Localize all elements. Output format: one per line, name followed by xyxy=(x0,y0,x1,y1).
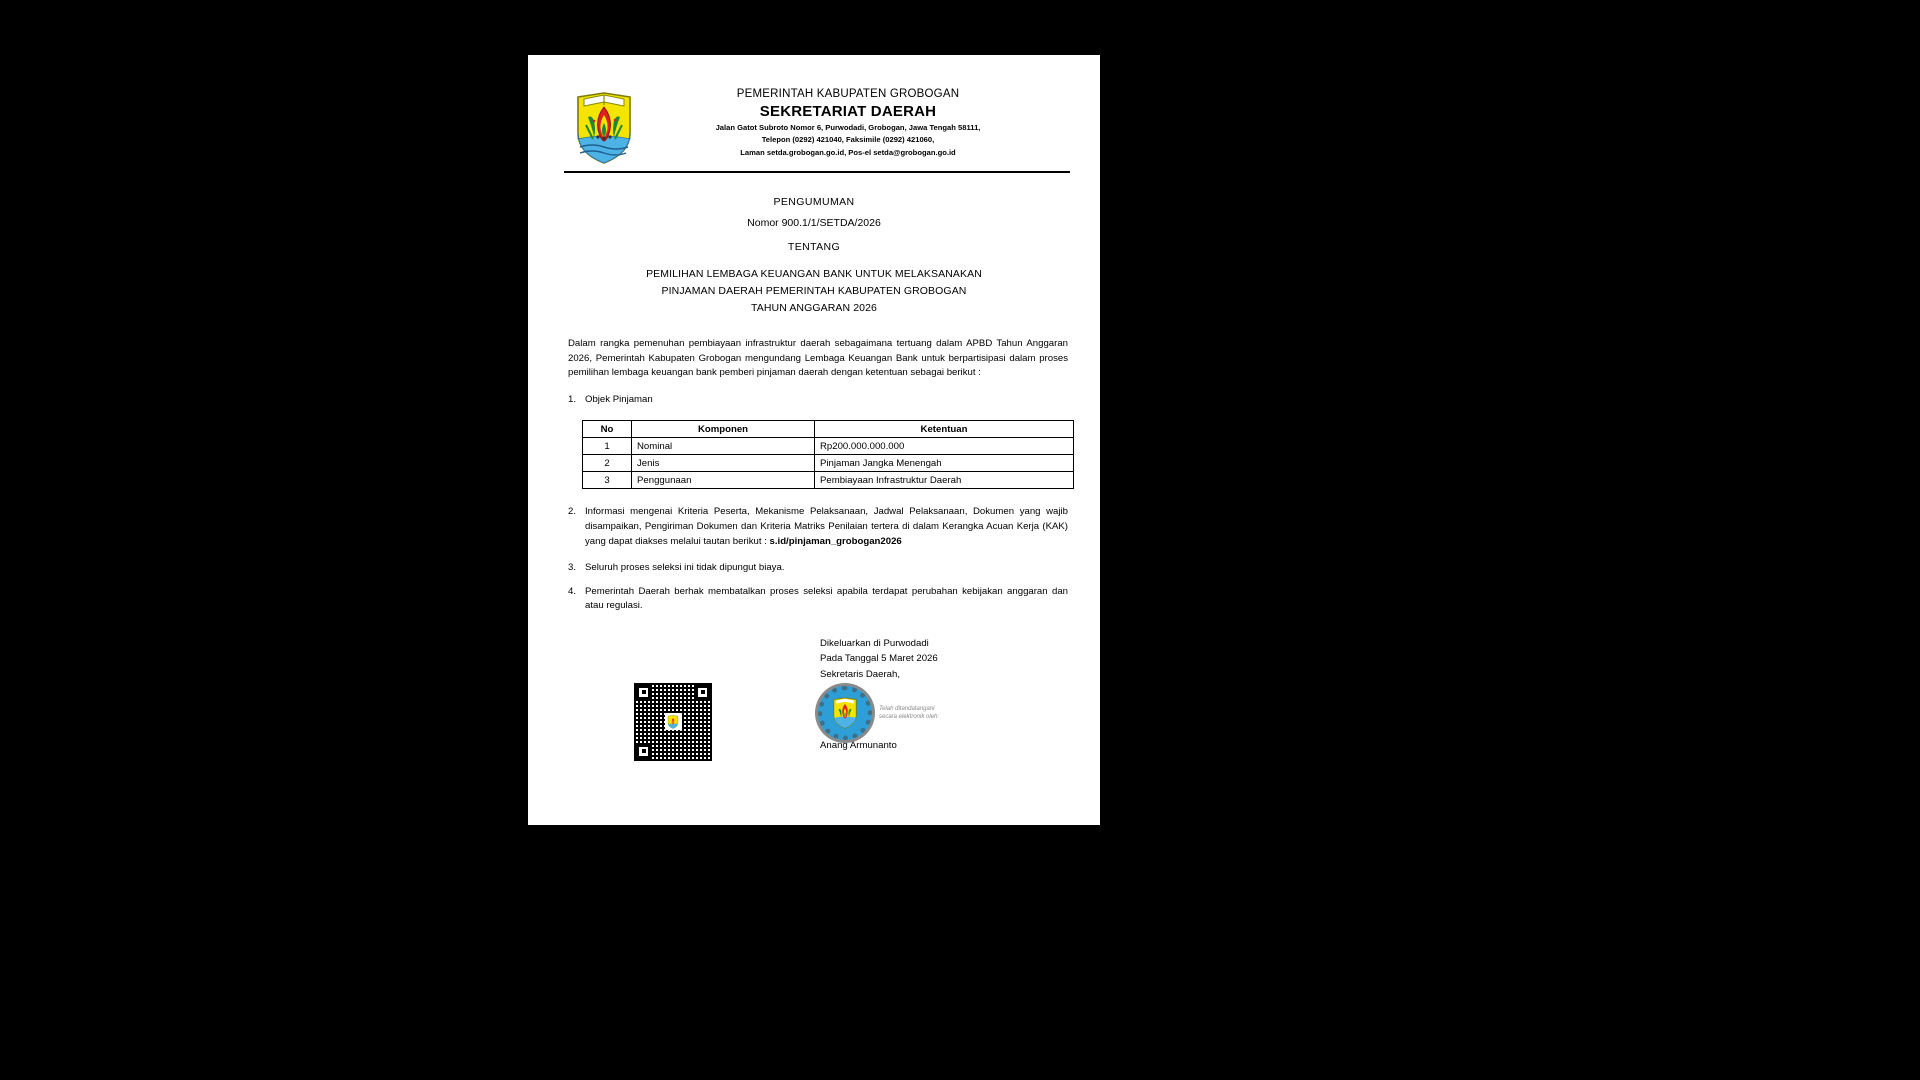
subject-line-1: PEMILIHAN LEMBAGA KEUANGAN BANK UNTUK MELAKSANAKAN xyxy=(646,268,982,280)
letterhead xyxy=(528,55,1100,165)
qr-finder-bottom-left xyxy=(636,744,651,759)
address-line-2: Telepon (0292) 421040, Faksimile (0292) 421060, xyxy=(761,135,935,145)
column-header-no: No xyxy=(583,421,632,438)
subject-line-2: PINJAMAN DAERAH PEMERINTAH KABUPATEN GROBOGAN xyxy=(661,285,967,297)
grobogan-regency-crest-icon xyxy=(574,91,634,165)
subject-line-3: TAHUN ANGGARAN 2026 xyxy=(751,302,877,314)
clause-text-2: Informasi mengenai Kriteria Peserta, Mekanisme Pelaksanaan, Jadwal Pelaksanaan, Dokumen yang wajib disampaikan, Pengiriman Dokumen dan Kriteria Matriks Penilaian tertera di dalam Kerangka Acuan Kerja (KAK) yang dapat diakses melalui tautan berikut : xyxy=(585,506,1068,547)
clause-item-3 xyxy=(568,561,1068,576)
cell-ketentuan: Pembiayaan Infrastruktur Daerah xyxy=(815,472,1074,489)
esign-note-line-1: Telah ditandatangani xyxy=(879,705,935,712)
clause-item-4 xyxy=(568,585,1068,614)
clause-number-4: 4. xyxy=(568,585,577,597)
crest-container xyxy=(568,87,640,165)
electronic-signature-note xyxy=(879,705,967,721)
cell-no: 3 xyxy=(583,472,632,489)
document-subject xyxy=(528,266,1100,317)
letterhead-text xyxy=(640,87,1070,158)
cell-komponen: Nominal xyxy=(632,438,815,455)
qr-center-crest-icon xyxy=(665,713,682,730)
issue-place: Dikeluarkan di Purwodadi xyxy=(820,637,929,649)
table-header-row xyxy=(583,421,1074,438)
tentang-label: TENTANG xyxy=(787,241,841,253)
clause-text-4: Pemerintah Daerah berhak membatalkan proses seleksi apabila terdapat perubahan kebijakan anggaran dan atau regulasi. xyxy=(585,585,1068,612)
document-page xyxy=(528,55,1100,825)
column-header-ketentuan: Ketentuan xyxy=(815,421,1074,438)
header-divider xyxy=(564,171,1070,173)
seal-ring xyxy=(818,686,872,740)
title-block xyxy=(528,195,1100,317)
qr-finder-top-left xyxy=(636,685,651,700)
cell-no: 2 xyxy=(583,455,632,472)
document-number: Nomor 900.1/1/SETDA/2026 xyxy=(747,217,881,229)
objek-pinjaman-table xyxy=(582,420,1074,489)
cell-ketentuan: Rp200.000.000.000 xyxy=(815,438,1074,455)
signer-role: Sekretaris Daerah, xyxy=(820,668,900,680)
kak-link[interactable]: s.id/pinjaman_grobogan2026 xyxy=(769,535,902,547)
electronic-signature-seal xyxy=(818,686,872,740)
issue-date: Pada Tanggal 5 Maret 2026 xyxy=(820,653,938,665)
clause-text-3: Seluruh proses seleksi ini tidak dipungut biaya. xyxy=(585,562,785,574)
qr-finder-top-right xyxy=(695,685,710,700)
cell-komponen: Jenis xyxy=(632,455,815,472)
table-row xyxy=(583,438,1074,455)
clause-text-1: Objek Pinjaman xyxy=(585,393,653,405)
cell-no: 1 xyxy=(583,438,632,455)
clause-number-3: 3. xyxy=(568,562,577,574)
government-name: PEMERINTAH KABUPATEN GROBOGAN xyxy=(736,88,960,100)
signature-area xyxy=(528,636,1100,816)
document-body xyxy=(528,337,1100,614)
cell-komponen: Penggunaan xyxy=(632,472,815,489)
esign-note-line-2: secara elektronik oleh: xyxy=(879,713,940,720)
clause-item-2 xyxy=(568,505,1068,549)
clause-item-1 xyxy=(568,393,1068,408)
qr-code[interactable] xyxy=(634,683,712,761)
clause-list-continued xyxy=(568,505,1068,614)
address-line-3: Laman setda.grobogan.go.id, Pos-el setda@grobogan.go.id xyxy=(740,147,956,157)
intro-paragraph: Dalam rangka pemenuhan pembiayaan infrastruktur daerah sebagaimana tertuang dalam APBD Tahun Anggaran 2026, Pemerintah Kabupaten Grobogan mengundang Lembaga Keuangan Bank untuk berpartisipasi dalam proses pemilihan lembaga keuangan bank pemberi pinjaman daerah dengan ketentuan sebagai berikut : xyxy=(568,338,1068,379)
cell-ketentuan: Pinjaman Jangka Menengah xyxy=(815,455,1074,472)
electronic-signature-block xyxy=(818,686,967,740)
document-type-heading: PENGUMUMAN xyxy=(773,196,855,208)
table-row xyxy=(583,472,1074,489)
clause-list xyxy=(568,393,1068,408)
clause-number-2: 2. xyxy=(568,506,577,518)
clause-number-1: 1. xyxy=(568,393,577,405)
office-name: SEKRETARIAT DAERAH xyxy=(759,103,937,120)
address-line-1: Jalan Gatot Subroto Nomor 6, Purwodadi, Grobogan, Jawa Tengah 58111, xyxy=(715,123,981,132)
table-row xyxy=(583,455,1074,472)
signer-name: Anang Armunanto xyxy=(820,740,897,752)
column-header-komponen: Komponen xyxy=(632,421,815,438)
signature-text-block xyxy=(820,636,1068,683)
